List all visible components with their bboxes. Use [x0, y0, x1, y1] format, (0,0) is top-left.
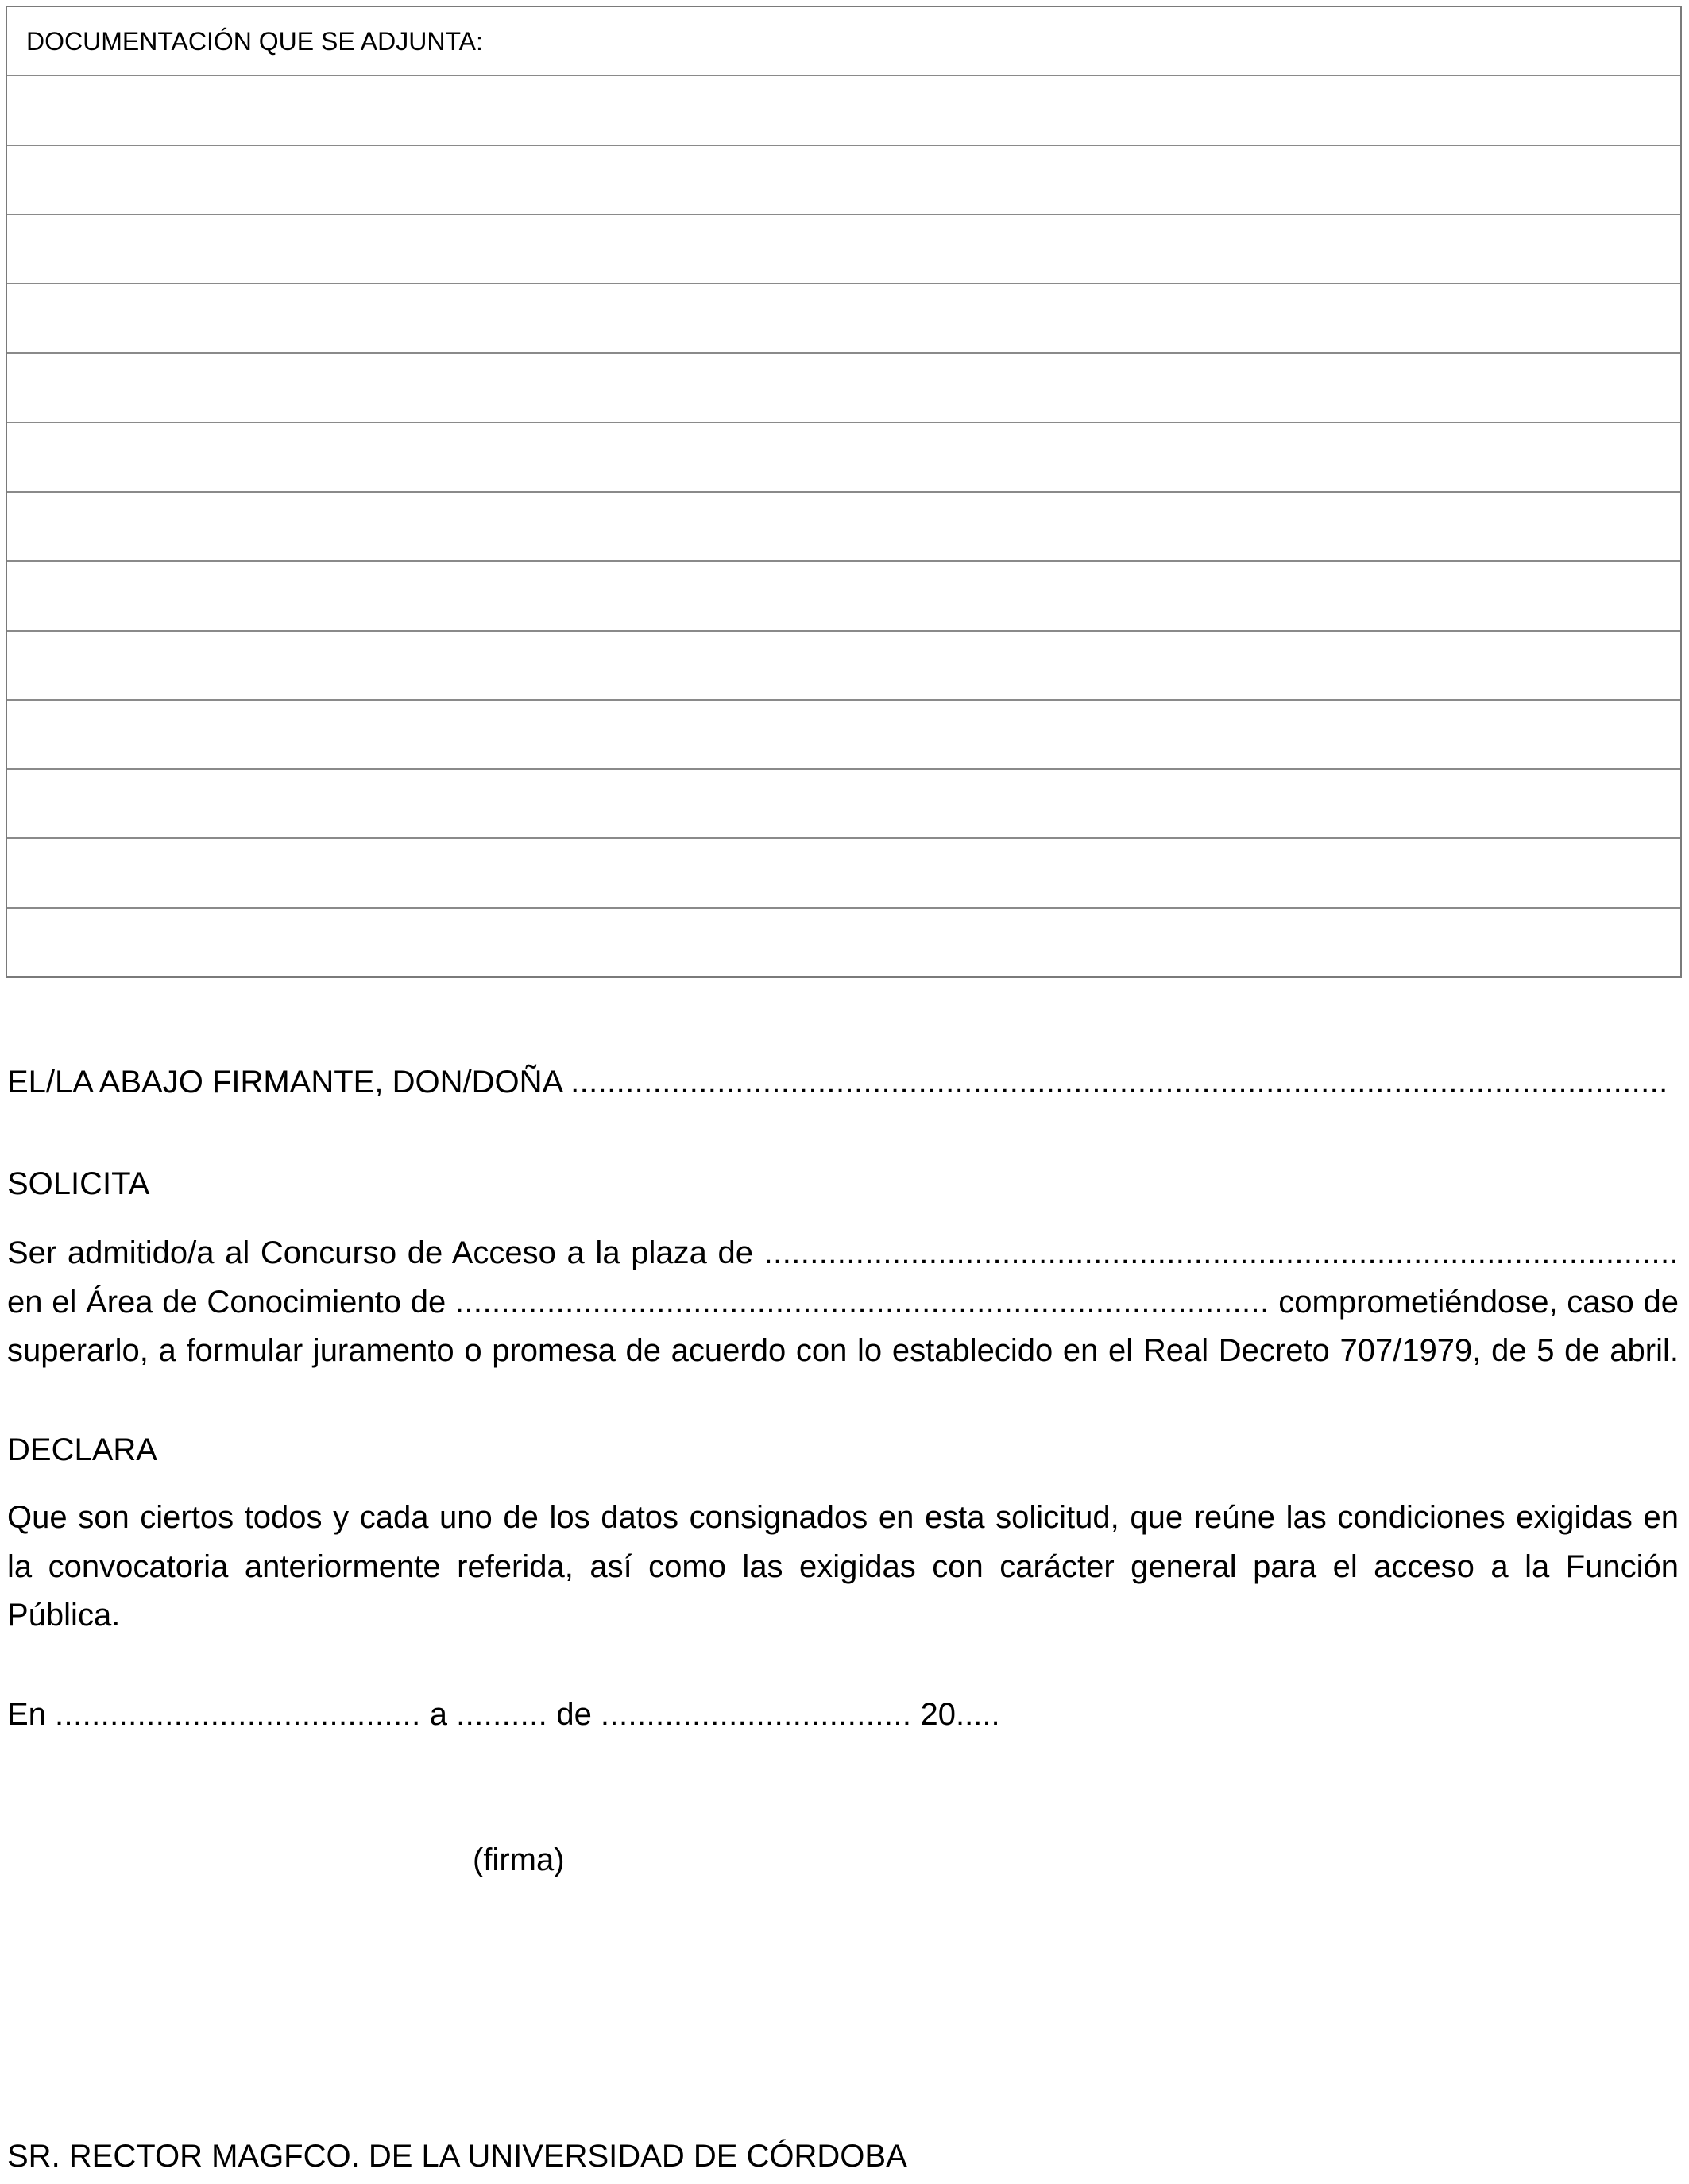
document-entry-row[interactable]: [7, 283, 1680, 352]
document-entry-row[interactable]: [7, 560, 1680, 629]
solicita-line-1: [7, 1229, 1679, 1278]
attached-documentation-table: [6, 6, 1682, 978]
plaza-field[interactable]: ....................................................................................................: [763, 1235, 1679, 1270]
applicant-label: EL/LA ABAJO FIRMANTE, DON/DOÑA: [7, 1065, 571, 1100]
area-conocimiento-field[interactable]: .........................................................................................: [454, 1284, 1270, 1320]
solicita-area-text: en el Área de Conocimiento de: [7, 1284, 455, 1320]
day-field[interactable]: ..........: [456, 1697, 548, 1732]
applicant-line: [7, 1064, 1668, 1100]
document-entry-row[interactable]: [7, 352, 1680, 421]
document-entry-row[interactable]: [7, 699, 1680, 768]
declara-line-3: Pública.: [7, 1598, 121, 1633]
document-entry-row[interactable]: [7, 491, 1680, 560]
document-entry-row[interactable]: [7, 837, 1680, 906]
applicant-name-field[interactable]: ........................................................................................................................: [570, 1065, 1668, 1100]
place-field[interactable]: ........................................: [55, 1697, 421, 1732]
document-entry-row[interactable]: [7, 630, 1680, 699]
table-header-row: [7, 7, 1680, 75]
document-entry-row[interactable]: [7, 145, 1680, 214]
solicita-plaza-text: Ser admitido/a al Concurso de Acceso a la plaza de: [7, 1235, 764, 1270]
document-entry-row[interactable]: [7, 214, 1680, 283]
solicita-paragraph: [7, 1229, 1679, 1376]
table-header-label: DOCUMENTACIÓN QUE SE ADJUNTA:: [26, 27, 483, 56]
addressee: SR. RECTOR MAGFCO. DE LA UNIVERSIDAD DE CÓRDOBA: [7, 2139, 907, 2174]
document-entry-row[interactable]: [7, 75, 1680, 144]
de-label: de: [547, 1697, 601, 1732]
signature-label: (firma): [473, 1842, 565, 1877]
declara-line-2: la convocatoria anteriormente referida, así como las exigidas con carácter general para el acceso a la Función: [7, 1548, 1679, 1584]
a-label: a: [420, 1697, 457, 1732]
year-prefix: 20: [911, 1697, 956, 1732]
solicita-line-2: [7, 1278, 1679, 1328]
declara-paragraph: [7, 1494, 1679, 1641]
month-field[interactable]: ..................................: [600, 1697, 912, 1732]
en-label: En: [7, 1697, 56, 1732]
declara-heading: DECLARA: [7, 1432, 157, 1467]
document-entry-row[interactable]: [7, 422, 1680, 491]
solicita-commitment-text: comprometiéndose, caso de: [1269, 1284, 1679, 1320]
date-place-line: [7, 1696, 1000, 1733]
solicita-heading: SOLICITA: [7, 1166, 150, 1201]
document-entry-row[interactable]: [7, 907, 1680, 976]
declara-line-1: Que son ciertos todos y cada uno de los datos consignados en esta solicitud, que reúne las condiciones exigidas en: [7, 1500, 1679, 1535]
document-entry-row[interactable]: [7, 768, 1680, 837]
solicita-line-3: superarlo, a formular juramento o promesa de acuerdo con lo establecido en el Real Decreto 707/1979, de 5 de abril.: [7, 1333, 1679, 1368]
year-field[interactable]: .....: [955, 1697, 1000, 1732]
